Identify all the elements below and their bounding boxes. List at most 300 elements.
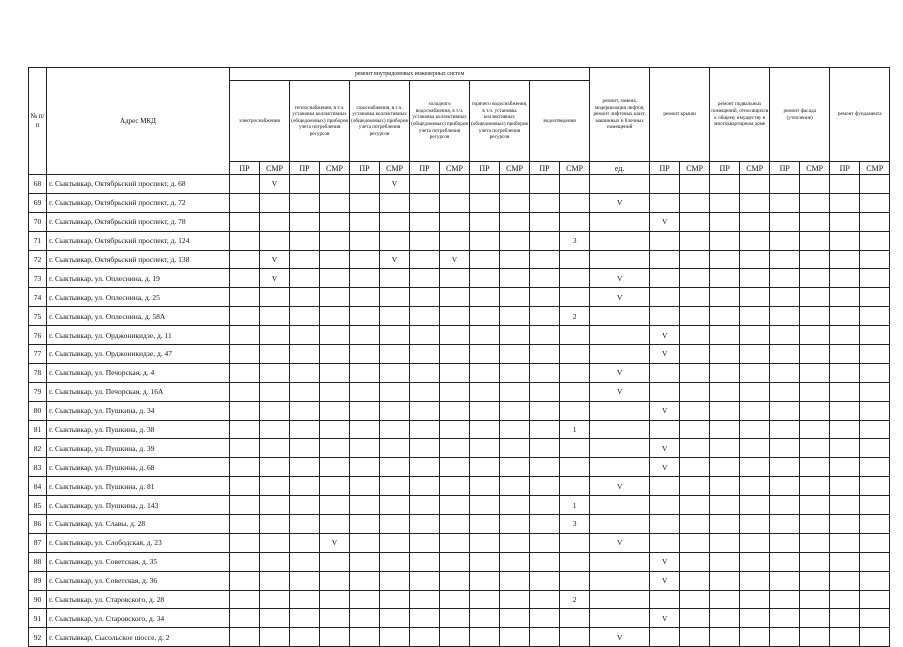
row-address: г. Сыктывкар, ул. Советская, д. 35 bbox=[47, 552, 230, 571]
table-cell: V bbox=[590, 477, 650, 496]
table-cell bbox=[680, 307, 710, 326]
table-cell bbox=[830, 326, 860, 345]
group-header-engineering: ремонт внутридомовых инженерных систем bbox=[230, 68, 590, 81]
table-cell bbox=[290, 382, 320, 401]
table-cell bbox=[740, 533, 770, 552]
table-cell bbox=[260, 363, 290, 382]
table-cell bbox=[470, 231, 500, 250]
table-cell bbox=[800, 533, 830, 552]
table-cell bbox=[830, 401, 860, 420]
table-cell bbox=[710, 496, 740, 515]
table-cell bbox=[350, 458, 380, 477]
table-cell bbox=[740, 307, 770, 326]
table-cell bbox=[800, 231, 830, 250]
table-row bbox=[29, 458, 890, 477]
table-cell bbox=[230, 231, 260, 250]
table-cell bbox=[560, 477, 590, 496]
table-cell bbox=[590, 571, 650, 590]
table-row bbox=[29, 250, 890, 269]
table-cell bbox=[290, 231, 320, 250]
table-row bbox=[29, 326, 890, 345]
table-cell bbox=[410, 269, 440, 288]
table-cell bbox=[320, 193, 350, 212]
table-cell bbox=[320, 250, 350, 269]
table-cell bbox=[680, 458, 710, 477]
table-cell bbox=[680, 609, 710, 628]
row-address: г. Сыктывкар, ул. Советская, д. 36 bbox=[47, 571, 230, 590]
table-cell bbox=[740, 420, 770, 439]
table-row bbox=[29, 363, 890, 382]
row-number: 80 bbox=[29, 401, 47, 420]
table-cell bbox=[500, 269, 530, 288]
table-cell bbox=[800, 458, 830, 477]
table-row bbox=[29, 212, 890, 231]
table-row bbox=[29, 571, 890, 590]
subheader-cell: ПР bbox=[770, 162, 800, 175]
table-cell bbox=[260, 552, 290, 571]
table-cell bbox=[350, 193, 380, 212]
table-row bbox=[29, 345, 890, 364]
table-row bbox=[29, 175, 890, 194]
table-cell bbox=[590, 590, 650, 609]
table-cell bbox=[290, 571, 320, 590]
table-cell bbox=[860, 363, 890, 382]
table-cell: V bbox=[590, 533, 650, 552]
table-cell bbox=[680, 420, 710, 439]
table-cell bbox=[350, 326, 380, 345]
table-cell bbox=[380, 458, 410, 477]
table-cell bbox=[410, 231, 440, 250]
table-cell bbox=[740, 401, 770, 420]
table-cell bbox=[740, 345, 770, 364]
table-cell bbox=[410, 609, 440, 628]
table-cell bbox=[800, 382, 830, 401]
table-cell: V bbox=[590, 288, 650, 307]
table-cell bbox=[710, 458, 740, 477]
table-cell bbox=[830, 496, 860, 515]
table-cell bbox=[320, 288, 350, 307]
table-cell bbox=[350, 571, 380, 590]
table-cell bbox=[380, 533, 410, 552]
table-cell bbox=[680, 193, 710, 212]
row-number: 71 bbox=[29, 231, 47, 250]
table-cell bbox=[320, 420, 350, 439]
row-number: 79 bbox=[29, 382, 47, 401]
table-cell bbox=[380, 231, 410, 250]
table-cell bbox=[740, 175, 770, 194]
table-cell bbox=[680, 382, 710, 401]
table-cell bbox=[830, 477, 860, 496]
table-cell bbox=[590, 250, 650, 269]
table-cell bbox=[560, 326, 590, 345]
table-cell bbox=[860, 269, 890, 288]
table-cell bbox=[530, 609, 560, 628]
table-cell bbox=[320, 515, 350, 534]
table-cell bbox=[230, 515, 260, 534]
table-cell bbox=[710, 269, 740, 288]
table-cell bbox=[860, 231, 890, 250]
table-cell bbox=[380, 193, 410, 212]
table-cell bbox=[440, 571, 470, 590]
table-cell bbox=[470, 533, 500, 552]
row-address: г. Сыктывкар, ул. Пушкина, д. 38 bbox=[47, 420, 230, 439]
table-cell: V bbox=[590, 363, 650, 382]
table-cell: V bbox=[590, 382, 650, 401]
table-cell bbox=[560, 212, 590, 231]
table-cell bbox=[860, 477, 890, 496]
table-cell bbox=[770, 345, 800, 364]
subheader-cell: ПР bbox=[410, 162, 440, 175]
table-row bbox=[29, 420, 890, 439]
row-address: г. Сыктывкар, ул. Печорская, д. 4 bbox=[47, 363, 230, 382]
row-number: 81 bbox=[29, 420, 47, 439]
table-cell bbox=[470, 193, 500, 212]
table-cell bbox=[590, 515, 650, 534]
table-cell bbox=[590, 231, 650, 250]
subheader-cell: СМР bbox=[800, 162, 830, 175]
row-number: 76 bbox=[29, 326, 47, 345]
table-cell bbox=[860, 439, 890, 458]
table-cell bbox=[680, 477, 710, 496]
table-cell bbox=[230, 609, 260, 628]
table-cell bbox=[380, 609, 410, 628]
table-cell bbox=[680, 496, 710, 515]
table-cell bbox=[410, 326, 440, 345]
table-cell bbox=[260, 345, 290, 364]
table-cell bbox=[560, 439, 590, 458]
table-cell bbox=[650, 250, 680, 269]
table-cell bbox=[500, 496, 530, 515]
table-cell bbox=[260, 231, 290, 250]
table-cell bbox=[380, 590, 410, 609]
table-cell bbox=[710, 212, 740, 231]
table-cell bbox=[680, 345, 710, 364]
subheader-cell: ПР bbox=[350, 162, 380, 175]
table-cell bbox=[710, 193, 740, 212]
table-cell: 2 bbox=[560, 307, 590, 326]
table-cell bbox=[440, 288, 470, 307]
table-cell bbox=[740, 590, 770, 609]
table-cell bbox=[410, 515, 440, 534]
table-cell bbox=[350, 382, 380, 401]
table-cell bbox=[650, 590, 680, 609]
table-cell bbox=[710, 477, 740, 496]
table-cell: V bbox=[590, 269, 650, 288]
table-cell bbox=[740, 326, 770, 345]
table-cell bbox=[260, 458, 290, 477]
table-cell bbox=[500, 420, 530, 439]
table-cell bbox=[530, 250, 560, 269]
table-cell bbox=[470, 496, 500, 515]
table-cell bbox=[650, 533, 680, 552]
table-cell bbox=[230, 345, 260, 364]
table-cell bbox=[440, 515, 470, 534]
table-cell bbox=[590, 307, 650, 326]
table-cell bbox=[830, 250, 860, 269]
table-cell bbox=[470, 307, 500, 326]
table-cell bbox=[800, 628, 830, 647]
subheader-cell: СМР bbox=[260, 162, 290, 175]
table-cell bbox=[380, 212, 410, 231]
subheader-cell: ПР bbox=[710, 162, 740, 175]
table-cell bbox=[560, 382, 590, 401]
table-cell bbox=[470, 250, 500, 269]
table-cell bbox=[230, 288, 260, 307]
table-cell bbox=[230, 477, 260, 496]
table-cell bbox=[530, 420, 560, 439]
table-cell bbox=[290, 439, 320, 458]
table-cell bbox=[500, 307, 530, 326]
table-cell bbox=[560, 175, 590, 194]
table-cell bbox=[320, 552, 350, 571]
row-number: 74 bbox=[29, 288, 47, 307]
table-cell bbox=[530, 477, 560, 496]
table-cell bbox=[530, 590, 560, 609]
table-cell bbox=[710, 250, 740, 269]
table-cell bbox=[800, 496, 830, 515]
table-cell bbox=[740, 382, 770, 401]
table-cell bbox=[260, 609, 290, 628]
column-header-hot-water: горячего водоснабжения, в т.ч. установка коллективных (общедомовых) приборов учета потребления ресурсов bbox=[470, 81, 530, 162]
table-cell bbox=[740, 193, 770, 212]
row-number: 68 bbox=[29, 175, 47, 194]
table-cell bbox=[320, 382, 350, 401]
table-cell: 2 bbox=[560, 590, 590, 609]
table-cell bbox=[500, 345, 530, 364]
subheader-cell: СМР bbox=[740, 162, 770, 175]
table-cell bbox=[470, 212, 500, 231]
table-cell bbox=[860, 552, 890, 571]
table-cell bbox=[680, 439, 710, 458]
table-cell: V bbox=[650, 326, 680, 345]
table-cell bbox=[530, 175, 560, 194]
table-cell bbox=[710, 382, 740, 401]
table-cell bbox=[260, 533, 290, 552]
table-cell bbox=[470, 326, 500, 345]
table-cell bbox=[650, 288, 680, 307]
table-cell bbox=[470, 628, 500, 647]
table-cell bbox=[350, 439, 380, 458]
row-number: 90 bbox=[29, 590, 47, 609]
subheader-cell: СМР bbox=[500, 162, 530, 175]
row-address: г. Сыктывкар, ул. Оплеснина, д. 58А bbox=[47, 307, 230, 326]
subheader-cell: ПР bbox=[290, 162, 320, 175]
table-cell bbox=[470, 571, 500, 590]
table-cell bbox=[560, 250, 590, 269]
table-cell bbox=[350, 552, 380, 571]
table-cell bbox=[740, 269, 770, 288]
table-cell bbox=[770, 590, 800, 609]
table-cell bbox=[320, 571, 350, 590]
table-cell bbox=[410, 533, 440, 552]
table-row bbox=[29, 193, 890, 212]
table-cell bbox=[230, 250, 260, 269]
table-cell bbox=[650, 382, 680, 401]
table-cell bbox=[860, 458, 890, 477]
table-cell bbox=[710, 533, 740, 552]
table-cell bbox=[710, 307, 740, 326]
table-cell bbox=[410, 477, 440, 496]
table-cell bbox=[740, 552, 770, 571]
table-cell bbox=[500, 326, 530, 345]
table-row bbox=[29, 628, 890, 647]
table-cell bbox=[470, 477, 500, 496]
table-cell bbox=[860, 533, 890, 552]
row-address: г. Сыктывкар, ул. Пушкина, д. 34 bbox=[47, 401, 230, 420]
row-number: 87 bbox=[29, 533, 47, 552]
table-cell bbox=[860, 345, 890, 364]
table-row bbox=[29, 609, 890, 628]
table-cell bbox=[830, 382, 860, 401]
table-cell bbox=[710, 439, 740, 458]
table-cell bbox=[650, 515, 680, 534]
table-cell bbox=[260, 496, 290, 515]
table-cell bbox=[440, 382, 470, 401]
table-cell: V bbox=[650, 212, 680, 231]
table-cell bbox=[770, 439, 800, 458]
table-cell bbox=[470, 590, 500, 609]
table-cell bbox=[680, 231, 710, 250]
table-cell bbox=[770, 477, 800, 496]
table-cell bbox=[860, 609, 890, 628]
table-cell bbox=[290, 496, 320, 515]
table-cell bbox=[860, 212, 890, 231]
table-cell bbox=[770, 363, 800, 382]
table-cell bbox=[230, 363, 260, 382]
table-cell bbox=[500, 590, 530, 609]
table-cell bbox=[800, 288, 830, 307]
subheader-cell: СМР bbox=[680, 162, 710, 175]
table-cell bbox=[650, 477, 680, 496]
table-cell bbox=[800, 307, 830, 326]
table-cell bbox=[680, 628, 710, 647]
row-number: 84 bbox=[29, 477, 47, 496]
table-cell bbox=[800, 269, 830, 288]
table-cell bbox=[800, 590, 830, 609]
table-cell bbox=[650, 193, 680, 212]
table-cell bbox=[530, 307, 560, 326]
row-number: 73 bbox=[29, 269, 47, 288]
row-address: г. Сыктывкар, ул. Пушкина, д. 143 bbox=[47, 496, 230, 515]
table-cell bbox=[470, 401, 500, 420]
table-cell bbox=[410, 496, 440, 515]
table-cell: V bbox=[440, 250, 470, 269]
table-row bbox=[29, 590, 890, 609]
table-cell bbox=[500, 533, 530, 552]
table-cell bbox=[770, 628, 800, 647]
table-cell bbox=[410, 458, 440, 477]
table-cell bbox=[440, 193, 470, 212]
row-address: г. Сыктывкар, ул. Слободская, д. 23 bbox=[47, 533, 230, 552]
table-cell bbox=[650, 307, 680, 326]
table-cell bbox=[770, 307, 800, 326]
table-cell bbox=[740, 496, 770, 515]
table-cell bbox=[530, 212, 560, 231]
table-cell bbox=[440, 628, 470, 647]
table-cell bbox=[470, 382, 500, 401]
table-cell bbox=[380, 307, 410, 326]
table-cell bbox=[380, 515, 410, 534]
table-cell bbox=[530, 496, 560, 515]
table-cell bbox=[470, 345, 500, 364]
table-cell bbox=[560, 193, 590, 212]
row-number: 85 bbox=[29, 496, 47, 515]
table-cell bbox=[410, 571, 440, 590]
table-cell bbox=[830, 458, 860, 477]
table-cell bbox=[260, 193, 290, 212]
table-cell: 1 bbox=[560, 420, 590, 439]
table-cell bbox=[380, 269, 410, 288]
table-cell bbox=[740, 628, 770, 647]
table-cell bbox=[500, 250, 530, 269]
table-cell bbox=[530, 382, 560, 401]
table-cell bbox=[410, 382, 440, 401]
table-cell bbox=[500, 477, 530, 496]
table-cell bbox=[710, 326, 740, 345]
table-cell bbox=[860, 590, 890, 609]
table-cell bbox=[860, 326, 890, 345]
table-cell: V bbox=[320, 533, 350, 552]
table-cell bbox=[470, 552, 500, 571]
table-cell bbox=[770, 609, 800, 628]
table-cell bbox=[500, 175, 530, 194]
table-cell bbox=[800, 326, 830, 345]
table-cell bbox=[830, 552, 860, 571]
table-cell bbox=[560, 363, 590, 382]
table-cell bbox=[860, 571, 890, 590]
table-cell bbox=[500, 571, 530, 590]
table-cell bbox=[260, 515, 290, 534]
table-cell bbox=[800, 401, 830, 420]
table-cell bbox=[290, 458, 320, 477]
table-cell bbox=[440, 439, 470, 458]
table-cell bbox=[290, 628, 320, 647]
table-cell bbox=[440, 458, 470, 477]
table-cell bbox=[230, 533, 260, 552]
row-address: г. Сыктывкар, Октябрьский проспект, д. 138 bbox=[47, 250, 230, 269]
table-cell bbox=[560, 552, 590, 571]
table-cell bbox=[830, 269, 860, 288]
row-number: 88 bbox=[29, 552, 47, 571]
table-cell bbox=[710, 345, 740, 364]
table-cell bbox=[800, 175, 830, 194]
table-cell bbox=[770, 326, 800, 345]
table-cell bbox=[800, 552, 830, 571]
table-cell bbox=[830, 175, 860, 194]
table-cell bbox=[290, 345, 320, 364]
table-cell bbox=[530, 458, 560, 477]
table-cell bbox=[500, 515, 530, 534]
table-cell bbox=[590, 401, 650, 420]
table-cell bbox=[380, 477, 410, 496]
table-cell bbox=[830, 533, 860, 552]
table-cell bbox=[230, 401, 260, 420]
table-cell: V bbox=[260, 250, 290, 269]
subheader-cell: ПР bbox=[470, 162, 500, 175]
table-cell bbox=[320, 439, 350, 458]
table-cell bbox=[860, 288, 890, 307]
row-address: г. Сыктывкар, Октябрьский проспект, д. 124 bbox=[47, 231, 230, 250]
table-cell bbox=[290, 477, 320, 496]
table-cell bbox=[830, 345, 860, 364]
table-cell bbox=[440, 590, 470, 609]
table-cell bbox=[590, 439, 650, 458]
table-cell bbox=[680, 515, 710, 534]
table-row bbox=[29, 231, 890, 250]
table-cell bbox=[320, 345, 350, 364]
table-cell bbox=[350, 496, 380, 515]
table-cell bbox=[740, 250, 770, 269]
